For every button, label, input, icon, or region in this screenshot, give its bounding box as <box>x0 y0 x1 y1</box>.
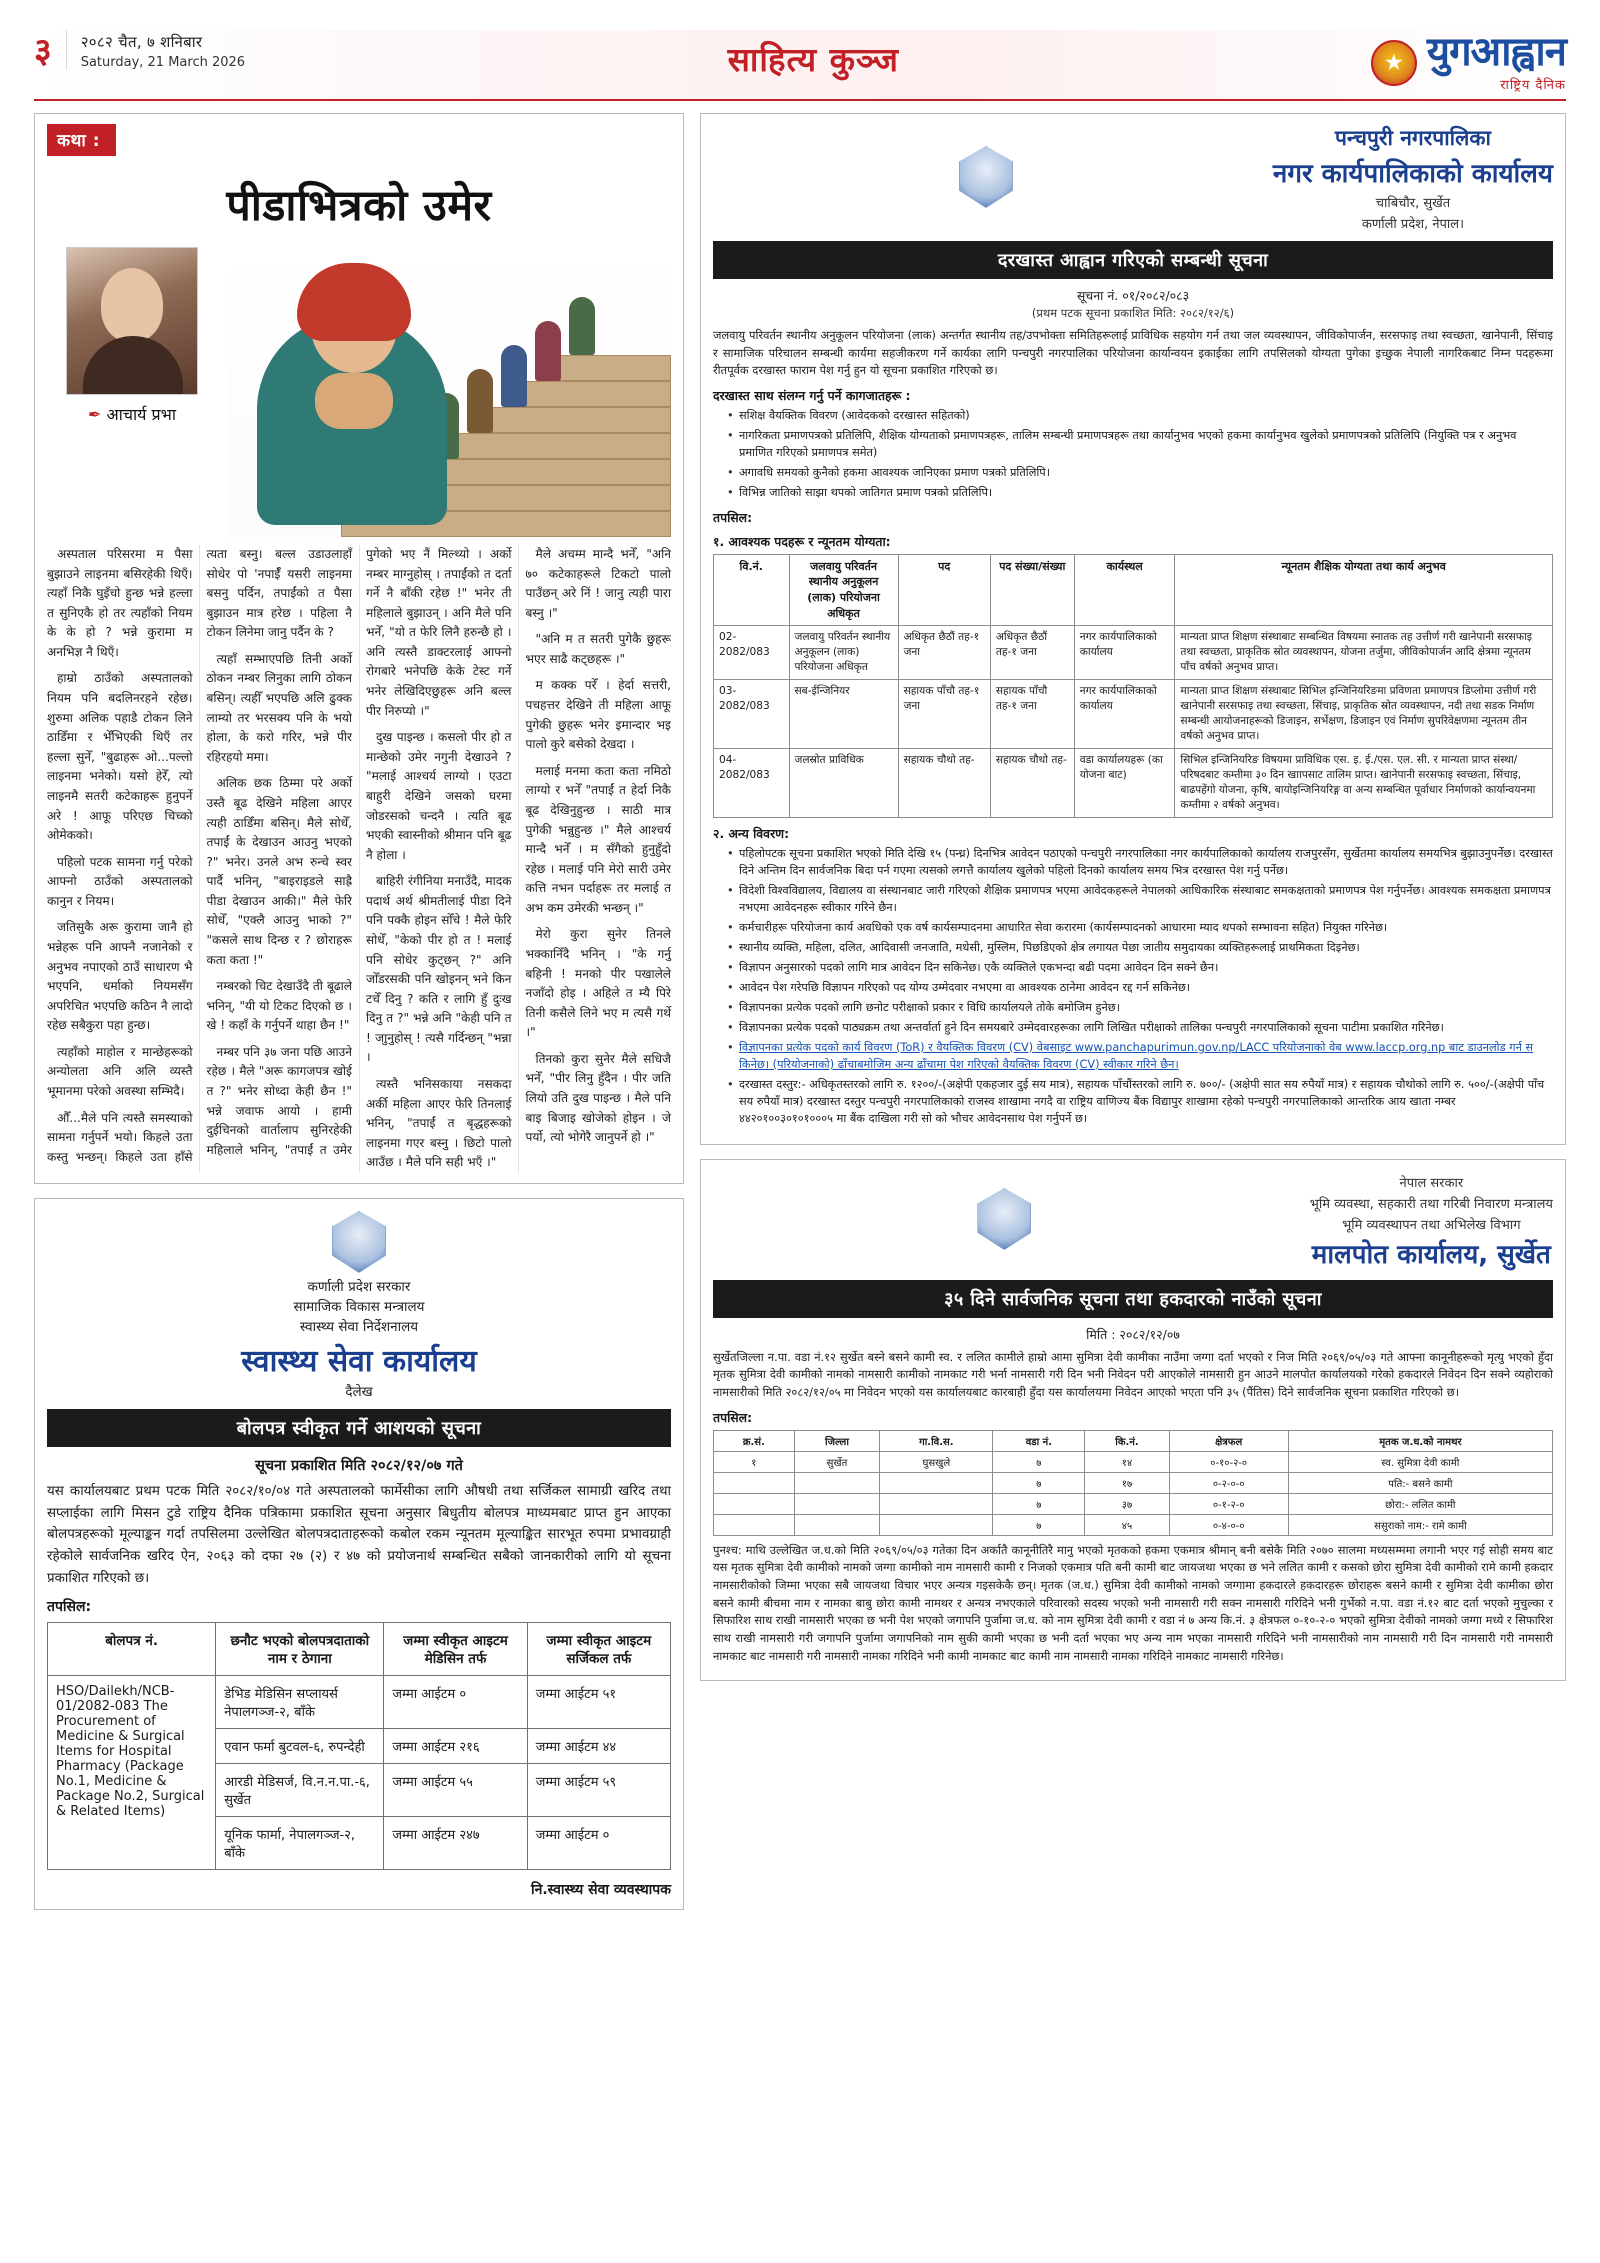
list-item: • अगावधि समयको कुनैको हकमा आवश्यक जानिएका प्रमाण पत्रको प्रतिलिपि। <box>727 465 1553 482</box>
surgical-items: जम्मा आईटम ० <box>527 1817 670 1870</box>
old-woman-illustration <box>239 261 469 531</box>
health-office-location: दैलेख <box>345 1383 373 1400</box>
table-header-row <box>714 1430 1553 1451</box>
list-item: • सशिक्ष वैयक्तिक विवरण (आवेदकको दरखास्त सहितको) <box>727 408 1553 425</box>
list-item: • विदेशी विश्वविद्यालय, विद्यालय वा संस्थानबाट जारी गरिएको शैक्षिक प्रमाणपत्र भएमा आवेदकहरूले नेपालको आधिकारिक संस्थाबाट समकक्षताको प्रमाणपत्र पेश गर्नुपर्नेछ। आवश्यक समकक्षता प्रमाणपत्र नभएमा आवेदनहरू स्वीकार गरिने छैन। <box>727 883 1553 917</box>
story-paragraph: मलाई मनमा कता कता नमिठो लाग्यो र भनेँ "तपाईं त हेर्दा निकै बूढ देखिनुहुन्छ । साठी मात्र पुगेकी भन्नुहुन्छ ।" मैले आश्चर्य मान्दै भनेँ । म सँगैको हुनुहुँदो रहेछ । मलाई पनि मेरो सारी उमेर कत्ति नभन पर्दाहरू तर मलाई त अभ कम उमेरकी भन्छन् ।" <box>525 763 671 915</box>
table-row <box>714 749 1553 818</box>
story-paragraph: अलिक छक ठिम्मा परे अर्को उस्तै बूढ देखिने महिला आएर त्यही ठाडिँमा बसिन्। मैले सोधेँ, तपाईं के देखाउन आउनु भएको ?" भनेर। उनले अभ रुन्चे स्वर पार्दै भनिन्, "बाइराइडले साह्रै पीडा देखाउन आकी।" मैले फेरि सोधेँ, "एक्लै आउनु भाको ?" "कसले साथ दिन्छ र ? छोराहरू कता कता !" <box>206 776 352 967</box>
cell-kitta: ३७ <box>1085 1493 1169 1514</box>
row-code: 04-2082/083 <box>714 749 790 818</box>
story-paragraph: नम्बरको चिट देखाउँदै ती बूढाले भनिन्, "यी यो टिकट दिएको छ । खे ! कहाँ के गर्नुपर्ने थाहा छैन !" <box>206 979 352 1033</box>
list-item: • कर्मचारीहरू परियोजना कार्य अवधिको एक वर्ष कार्यसम्पादनमा आधारित सेवा करारमा (कार्यसम्पादनको आधारमा म्याद थपको सम्भावना सहित) नियुक्त गरिनेछ। <box>727 920 1553 937</box>
list-item: • विभिन्न जातिको साझा थपको जातिगत प्रमाण पत्रको प्रतिलिपि। <box>727 485 1553 502</box>
cell-vdc <box>880 1472 993 1493</box>
col-count: पद संख्या/संख्या <box>990 554 1074 625</box>
malpot-tapasil-label: तपसिल: <box>713 1409 753 1425</box>
bidder-name: आरडी मेडिसर्ज, वि.न.न.पा.-६, सुर्खेत <box>216 1764 384 1817</box>
section1-label: १. आवश्यक पदहरू र न्यूनतम योग्यता: <box>713 533 891 549</box>
municipality-address: चाबिचौर, सुर्खेत <box>1375 196 1451 211</box>
malpot-line-1: नेपाल सरकार <box>1399 1175 1464 1191</box>
story-paragraph: मेरो कुरा सुनेर तिनले भक्कानिँदै भनिन् । "के गर्नु बहिनी ! मनको पीर पखालेले नजाँदो होइ । अहिले त म्यै पिरे तिनी कसैले लिने भए म त्यसै गर्थे ।" <box>525 927 671 1040</box>
row-project: सब-ईन्जिनियर <box>789 680 898 749</box>
surgical-items: जम्मा आईटम ४४ <box>527 1729 670 1764</box>
municipality-intro <box>713 327 1553 380</box>
table-row <box>714 680 1553 749</box>
cell-sn: १ <box>714 1451 795 1472</box>
col-qualification: न्यूनतम शैक्षिक योग्यता तथा कार्य अनुभव <box>1175 554 1553 625</box>
cell-ward: ७ <box>993 1451 1085 1472</box>
col-area: क्षेत्रफल <box>1169 1430 1288 1451</box>
row-count: अधिकृत छैठौं तह-१ जना <box>990 626 1074 680</box>
tapasil-label: तपसिल: <box>713 509 753 525</box>
story-paragraph: म कक्क परेँ । हेर्दा सत्तरी, पचहत्तर देखिने ती महिला आफू पुगेकी छुहरू भनेर इमान्दार भइ पालो कुरे बसेको देखदा । <box>525 678 671 752</box>
cell-district: सुर्खेत <box>794 1451 880 1472</box>
page-number: ३ <box>34 31 52 71</box>
col-kitta: कि.नं. <box>1085 1430 1169 1451</box>
brand-block <box>1371 30 1566 93</box>
author-photo <box>66 247 198 395</box>
notice-number: सूचना नं. ०१/२०८२/०८३ <box>1076 288 1190 303</box>
health-publish-date: सूचना प्रकाशित मिति २०८२/१२/०७ गते <box>255 1457 463 1474</box>
cell-deceased: छोरा:- ललित कामी <box>1288 1493 1552 1514</box>
cell-ward: ७ <box>993 1472 1085 1493</box>
cell-ward: ७ <box>993 1493 1085 1514</box>
health-line-1: कर्णाली प्रदेश सरकार <box>307 1278 411 1295</box>
other-details-list <box>727 846 1553 1127</box>
nepal-emblem-icon <box>959 146 1013 208</box>
newspaper-tagline: राष्ट्रिय दैनिक <box>1500 78 1566 93</box>
health-line-2: सामाजिक विकास मन्त्रालय <box>293 1298 425 1315</box>
requirements-list <box>727 408 1553 502</box>
row-qualification: मान्यता प्राप्त शिक्षण संस्थाबाट सम्बन्धित विषयमा स्नातक तह उत्तीर्ण गरी खानेपानी सरसफाइ तथा स्वच्छता, प्राकृतिक स्रोत व्यवस्थापन, योजना तर्जुमा, जीविकोपार्जन आदि क्षेत्रमा न्यूनतम पाँच वर्षको अनुभव प्राप्त। <box>1175 626 1553 680</box>
story-illustration <box>229 247 671 537</box>
cell-kitta: १७ <box>1085 1472 1169 1493</box>
story-paragraph: त्यहाँको माहोल र मान्छेहरूको अन्योलता अनि अलि व्यस्तै भूमानमा परेको अवस्था सम्भिदै। <box>47 1044 193 1099</box>
cell-area: ०-१-२-० <box>1169 1493 1288 1514</box>
malpot-titles <box>1310 1170 1553 1271</box>
cell-deceased: पति:- बसने कामी <box>1288 1472 1552 1493</box>
row-code: 02-2082/083 <box>714 626 790 680</box>
cell-sn <box>714 1493 795 1514</box>
col-deceased: मृतक ज.ध.को नामथर <box>1288 1430 1552 1451</box>
row-workplace: नगर कार्यपालिकाको कार्यालय <box>1074 680 1175 749</box>
bid-results-table <box>47 1622 671 1870</box>
cell-area: ०-४-०-० <box>1169 1514 1288 1535</box>
cell-kitta: ४५ <box>1085 1514 1169 1535</box>
bidder-name: एवान फर्मा बुटवल-६, रुपन्देही <box>216 1729 384 1764</box>
health-office-name: स्वास्थ्य सेवा कार्यालय <box>241 1343 477 1379</box>
malpot-date: मिति : २०८२/१२/०७ <box>1086 1326 1180 1342</box>
bidder-name: डेभिड मेडिसिन सप्लायर्स नेपालगञ्ज-२, बाँके <box>216 1676 384 1729</box>
bid-col-3: जम्मा स्वीकृत आइटम सर्जिकल तर्फ <box>527 1623 670 1676</box>
row-project: जलवायु परिवर्तन स्थानीय अनुकूलन (लाक) परियोजना अधिकृत <box>789 626 898 680</box>
municipality-province: कर्णाली प्रदेश, नेपाल। <box>1361 217 1465 232</box>
medicine-items: जम्मा आईटम २४७ <box>384 1817 527 1870</box>
row-qualification: सिभिल इन्जिनियरिङ विषयमा प्राविधिक एस. इ. ई./एस. एल. सी. र मान्यता प्राप्त संस्था/परिषदबाट कम्तीमा ३० दिन खाापसाट तालिम प्राप्त। खानेपानी सरसफाइ स्वच्छता, सिंचाइ, बाढपहेंगो योजना, कृषि, बायोइन्जिनियरिङ्ग वा अन्य सम्बन्धित पूर्वाधार निर्माणको कार्यान्वयनमा कम्तीमा २ वर्षको अनुभव। <box>1175 749 1553 818</box>
municipality-header <box>713 124 1553 232</box>
table-header-row <box>48 1623 671 1676</box>
left-column <box>34 113 684 1910</box>
story-paragraph: तिनको कुरा सुनेर मैले सधिजै भनेँ, "पीर लिनु हुँदैन । पीर जति लियो उति दुख पाइन्छ । मैले पनि बाइ बिजाइ खोजेको होइन । जे पर्यो, त्यो भोगेरै जानुपर्ने हो ।" <box>525 1051 671 1145</box>
brand-text <box>1426 29 1566 93</box>
medicine-items: जम्मा आईटम २१६ <box>384 1729 527 1764</box>
health-notice-body: यस कार्यालयबाट प्रथम पटक मिति २०८२/१०/०४ गते अस्पतालको फार्मेसीका लागि औषधी तथा सर्जिकल सामाग्री खरिद तथा सप्लाईका लागि मिसन टुडे राष्ट्रिय दैनिक पत्रिकामा प्रकाशित सूचना अनुसार बिधुतीय बोलपत्र माध्यमबाट प्राप्त हुन आएका बोलपत्रहरूको मूल्याङ्कन गर्दा तपसिलमा उल्लेखित बोलपत्रदाताहरूको कबोल रकम न्यूनतम मूल्याङ्कित सारभूत रुपमा प्रभावग्राही रहेकोले सार्वजनिक खरिद ऐन, २०६३ को दफा २७ (२) र ४७ को प्रयोजनार्थ सम्बन्धित सबैको जानकारीको लागि यो सूचना प्रकाशित गरिएको छ। <box>47 1483 671 1586</box>
section-title: साहित्य कुञ्ज <box>727 40 900 79</box>
cell-vdc <box>880 1514 993 1535</box>
cell-area: ०-१०-२-० <box>1169 1451 1288 1472</box>
cell-district <box>794 1493 880 1514</box>
list-item: • विज्ञापनका प्रत्येक पदको पाठ्यक्रम तथा अन्तर्वार्ता हुने दिन समयबारे उम्मेदवारहरूका लागि लिखित परीक्षाको तालिका पन्चपुरी नगरपालिकाको सूचना पाटीमा प्रकाशित गरिनेछ। <box>727 1020 1553 1037</box>
story-paragraph: नम्बर पनि ३७ जना पछि आउने रहेछ । मैले "अरू कागजपत्र खोई त ?" भनेर सोध्दा केही छैन !" भन्ने जवाफ आयो । हामी दुईचिनको वार्तालाप सुनिरहेकी महिलाले भनिन्, "तपाईं त उमेर पुगेको भए नैं मिल्थ्यो । अर्को नम्बर माग्नुहोस् । तपाईंको त दर्ता गर्ने नै बाँकी रहेछ !" भनेर ती महिलाले बुझाउन् । अनि मैले पनि भनेँ, "यो त फेरि लिनै हरुन्छै हो । अनि त्यस्तै डाक्टरलाई आफ्नो रोगबारे भनेपछि केके टेस्ट गर्ने भनेर लेखिदिएछुहरू अनि बल्ल पीर निरुप्यो ।" <box>206 547 512 1157</box>
row-project: जलस्रोत प्राविधिक <box>789 749 898 818</box>
row-post: अधिकृत छैठौं तह-१ जना <box>898 626 990 680</box>
story-title: पीडाभित्रको उमेर <box>226 181 492 231</box>
nepal-emblem-icon <box>332 1211 386 1273</box>
story-paragraph: दुख पाइन्छ । कसलो पीर हो त मान्छेको उमेर नगुनी देखाउने ? "मलाई आश्चर्य लाग्यो । एउटा बाहुरी देखिने जसको घरमा जोडरसको चन्दनै । त्यति बूढ भएकी स्वास्नीको श्रीमान पनि बूढ नै होला । <box>366 730 512 862</box>
malpot-paragraph: सुर्खेतजिल्ला न.पा. वडा नं.१२ सुर्खेत बस्ने बसने कामी स्व. र ललित कामीले हाम्रो आमा सुमित्रा देवी कामीका नाउँमा जग्गा दर्ता भएको र निज मिति २०६९/०५/०३ गते आफ्ना कानूनीहरूको मृत्यु भएको हुँदा मृतक सुमित्रा देवी कामीको नामको नामसारी कामीको नामकाट गरी भर्ना नामसारी गरी दिन भनी निवेदन परी आएकोले नामसारी हुन आउने मालपोत कार्यालयको गरेको हकदारले निवेदन दिन सक्ने व्यहोराको नामसारीको मिति २०८२/१२/०५ मा निवेदन भएको यस कार्यालयबाट कारबाही हुँदा यस कार्यालयमा निवेदन आएको भएता पनि ३५ (पैंतिस) दिने सार्वजनिक सूचना प्रकाशित गरिएको छ। <box>713 1349 1553 1399</box>
cell-deceased: स्व. सुमित्रा देवी कामी <box>1288 1451 1552 1472</box>
intro-paragraph: जलवायु परिवर्तन स्थानीय अनुकूलन परियोजना (लाक) अन्तर्गत स्थानीय तह/उपभोक्ता समितिहरूलाई प्राविधिक सहयोग गर्न तथा जल व्यवस्थापन, जीविकोपार्जन, सरसफाइ तथा स्वच्छता, खानेपानी, सिंचाइ र सामाजिक परिचालन सम्बन्धी कार्यमा सहजीकरण गर्ने कार्यका लागि पन्चपुरी नगरपालिका परियोजना कार्यान्वयन इकाईका लागि तपसिलको योग्यता पुगेका इच्छुक नेपाली नागरिकबाट निम्न पदहरूमा रीतपूर्वक दरखास्त फाराम पेश गर्नु हुन यो सूचना प्रकाशित गरिएको छ। <box>713 328 1553 378</box>
list-item: • नागरिकता प्रमाणपत्रको प्रतिलिपि, शैक्षिक योग्यताको प्रमाणपत्रहरू, तालिम सम्बन्धी प्रमाणपत्रहरू तथा कार्यानुभव भएको हकमा कार्यानुभव खुलेको प्रमाणपत्रको प्रतिलिपि (नियुक्ति पत्र र अनुभव प्रमाणित गरिएको प्रमाणपत्र समेत) <box>727 428 1553 462</box>
story-paragraph: बाहिरी रंगीनिया मनाउँदै, मादक पदार्थ अर्थ श्रीमतीलाई पीडा दिने पनि पक्कै होइन सोँचे ! मैले फेरि सोधेँ, "केको पीर हो त ! मलाई पनि सोधेर कुट्छन् ?" अनि जोँडरसकी पनि खाेइनन् भने किन टचेँ दिनु ? कति र लागि हुँ दुःख दिनु त ?" भन्ने अनि "केही पनि त ! जाुनुहोस् ! त्यसै गर्दिन्छन् "भन्ना । <box>366 874 512 1065</box>
cell-vdc <box>880 1493 993 1514</box>
list-item: • विज्ञापनका प्रत्येक पदको लागि छनोट परीक्षाको प्रकार र विधि कार्यालयले तोके बमोजिम हुनेछ। <box>727 1000 1553 1017</box>
bid-col-0: बोलपत्र नं. <box>48 1623 216 1676</box>
row-code: 03-2082/083 <box>714 680 790 749</box>
list-item: • आवेदन पेश गरेपछि विज्ञापन गरिएको पद योग्य उम्मेदवार नभएमा वा आवश्यक ठानेमा आवेदन रद्द गर्न सकिनेछ। <box>727 980 1553 997</box>
cell-area: ०-२-०-० <box>1169 1472 1288 1493</box>
surgical-items: जम्मा आईटम ५९ <box>527 1764 670 1817</box>
col-ward: वडा नं. <box>993 1430 1085 1451</box>
table-header-row <box>714 554 1553 625</box>
cell-ward: ७ <box>993 1514 1085 1535</box>
surgical-items: जम्मा आईटम ५१ <box>527 1676 670 1729</box>
malpot-line-2: भूमि व्यवस्था, सहकारी तथा गरिबी निवारण मन्त्रालय <box>1309 1196 1553 1212</box>
health-notice-headline: बोलपत्र स्वीकृत गर्ने आशयको सूचना <box>47 1409 671 1447</box>
author-name: ✒ आचार्य प्रभा <box>47 403 217 425</box>
col-project: जलवायु परिवर्तन स्थानीय अनुकूलन (लाक) परियोजना अधिकृत <box>789 554 898 625</box>
page-content <box>34 113 1566 1910</box>
right-column <box>700 113 1566 1910</box>
story-paragraph: हाम्रो ठाउँको अस्पतालको नियम पनि बदलिनरहने रहेछ। शुरुमा अलिक पहाडै टोकन लिने ठाडिँमा र भेँभिएकी थिएँ तर हल्ला सुनेँ, "बुढाहरू ओ...पल्लो लाइनमा भनेको। यसो हेरेँ, त्यो लाइनमै सतरी कटेकाहरू हुनुपर्ने अरे ! आफू परिएछ चिच्को ओमेकको। <box>47 671 193 843</box>
story-paragraph: त्यस्तै भनिसकाया नसकदा अर्की महिला आएर फेरि तिनलाई भनिन्, "तपाईं त बृद्धहरूको लाइनमा गएर बस्नु । छिटो पालो आउँछ । मैले पनि सही भएँ ।" <box>366 1077 512 1170</box>
vacancy-table <box>713 554 1553 819</box>
masthead <box>34 30 1566 101</box>
cell-district <box>794 1514 880 1535</box>
row-count: सहायक चौथो तह- <box>990 749 1074 818</box>
story-paragraph: औँ...मैले पनि त्यस्तै समस्याको सामना गर्नुपर्ने भयो। किहले उता कस्तु भन्छन्। किहले उता हाँसे त्यता बस्नु। बल्ल उडाउलाहाँ सोधेर पो 'नपाईँ यसरी लाइनमा बसनु पर्दिन, तपाईंको त पैसा बुझाउन मात्र हरेछ । पहिला नै टोकन लिनेमा जानु पर्दैन के ? <box>47 547 352 1164</box>
bid-col-2: जम्मा स्वीकृत आइटम मेडिसिन तर्फ <box>384 1623 527 1676</box>
list-item-with-link[interactable] <box>727 1040 1553 1074</box>
cell-vdc: घुसखुले <box>880 1451 993 1472</box>
bidder-name: यूनिक फार्मा, नेपालगञ्ज-२, बाँके <box>216 1817 384 1870</box>
bid-number-cell: HSO/Dailekh/NCB-01/2082-083 The Procurement of Medicine & Surgical Items for Hospital Pharmacy (Package No.1, Medicine & Package No.2, Surgical & Related Items) <box>48 1676 216 1870</box>
list-item: • विज्ञापन अनुसारको पदको लागि मात्र आवेदन दिन सकिनेछ। एकै व्यक्तिले एकभन्दा बढी पदमा आवेदन दिन सक्ने छैन। <box>727 960 1553 977</box>
row-qualification: मान्यता प्राप्त शिक्षण संस्थाबाट सिभिल इन्जिनियरिङमा प्रविणता प्रमाणपत्र डिप्लोमा उत्तीर्ण गरी खानेपानी सरसफाइ तथा स्वच्छता, सिंचाइ, प्राकृतिक स्रोत व्यवस्थापन, नदी तथा सडक निर्माण सम्बन्धी आयोजनाहरूको डिजाइन, सर्भेक्षण, डिजाइन एवं निर्माण सुपरिवेक्षणमा न्यूनतम तीन वर्षको अनुभव प्राप्त। <box>1175 680 1553 749</box>
row-post: सहायक पाँचौ तह-१ जना <box>898 680 990 749</box>
medicine-items: जम्मा आईटम ० <box>384 1676 527 1729</box>
municipality-titles <box>1273 124 1553 232</box>
table-row <box>48 1676 671 1729</box>
table-row <box>714 1451 1553 1472</box>
col-vdc: गा.वि.स. <box>880 1430 993 1451</box>
date-english: Saturday, 21 March 2026 <box>80 55 246 70</box>
cell-kitta: १४ <box>1085 1451 1169 1472</box>
list-item: • दरखास्त दस्तुर:- अधिकृतस्तरको लागि रु. १२००/-(अक्षेपी एकहजार दुई सय मात्र), सहायक पाँचौंस्तरको लागि रु. ७००/- (अक्षेपी सात सय रुपैयाँ मात्र) र सहायक चौथोको लागि रु. ५००/-(अक्षेपी पाँच सय रुपैयाँ मात्र) दरखास्त दस्तुर पन्चपुरी नगरपालिकाको राजस्व शाखामा नगदै वा राष्ट्रिय वाणिज्य बैंक विद्यापुर शाखामा रहेको पन्चपुरी नगरपालिकाको आन्तरिक आय खाता नम्बर ४४२०१००३०१०१०००५ मा बैंक दाखिला गरी सो को भौचर आवेदनसाथ पेश गर्नुपर्ने छ। <box>727 1077 1553 1128</box>
health-signature: नि.स्वास्थ्य सेवा व्यवस्थापक <box>530 1882 671 1899</box>
date-block <box>66 30 256 70</box>
nepal-emblem-icon <box>977 1188 1031 1250</box>
malpot-line-3: भूमि व्यवस्थापन तथा अभिलेख विभाग <box>1342 1217 1521 1233</box>
row-post: सहायक चौथो तह- <box>898 749 990 818</box>
cell-deceased: ससुराको नाम:- रामे कामी <box>1288 1514 1552 1535</box>
table-row <box>714 1514 1553 1535</box>
row-workplace: नगर कार्यपालिकाको कार्यालय <box>1074 626 1175 680</box>
story-paragraph: मैले अचम्म मान्दै भनेँ, "अनि ७० कटेकाहरूले टिकटो पालो पाउँछन् अरे निं ! जानु त्यही पारा बस्नु ।" <box>525 547 671 620</box>
health-tapasil-label: तपसिल: <box>47 1599 92 1616</box>
newspaper-logo-icon <box>1371 40 1417 86</box>
municipality-name: पन्चपुरी नगरपालिका <box>1335 126 1491 150</box>
story-paragraph: पहिलो पटक सामना गर्नु परेको आफ्नो ठाउँको अस्पतालको कानुन र नियम। <box>47 854 193 908</box>
health-line-3: स्वास्थ्य सेवा निर्देशनालय <box>299 1318 419 1335</box>
malpot-notice <box>700 1159 1566 1682</box>
col-sn: क्र.सं. <box>714 1430 795 1451</box>
bid-col-1: छनौट भएको बोलपत्रदाताको नाम र ठेगाना <box>216 1623 384 1676</box>
table-row <box>714 626 1553 680</box>
story-header <box>47 247 671 537</box>
date-nepali: २०८२ चैत, ७ शनिबार <box>80 33 203 51</box>
malpot-footer-text: पुनश्च: माथि उल्लेखित ज.ध.को मिति २०६९/०५/०३ गतेका दिन अर्कातै कानूनीतिरै मानु भएको मृतकको हकमा एकमात्र श्रीमान् बनी बसेकै मिति २०७० सालमा मध्यसम्ममा लगानी भएर गई सोही समय बाट यस मृतक सुमित्रा देवी कामीको नामको जग्गा कामीको नाम नामसारी कामी र निजकोे एकमात्र पति बनी कामी बाट जायजथा भएका छ भने ललित कामी र कसको छोरा सुमित्रा देवी कामीको रामे कामी हकदार नामसारीकोको जिम्मा भएका सबै जायजथा विचार भएर अन्यत्र गइसकेकै छन्। मृतक (ज.ध.) सुमित्रा देवी कामीको नामको जग्गामा हकदारले हकदारहरू छोराहरू बसने कामी र सुमित्रा देवी कामीका छोरा बसने कामी बीचमा नाम र नामका बाबु छोरा कामी नामथर र अन्यत्र नभएकाले परिवारको सदस्य भएको भनी नामसारी गरी सक्न नामसारी गरिदिने भनी गुर्भेको न.पा. वडा नं.१२ बाट दर्ता भएको मुचुल्का र सिफारिश साथ राखी नामसारी भएका छ भनी पेश भएको जगापनि पुर्जामा ज.ध. को नाम सुमित्रा देवी कामी र वडा नं ७ अन्य कि.नं. ३ क्षेत्रफल ०-१०-२-० भएको सुमित्रा देवीको नामको जग्गा मध्ये र सिफारिश साथ राखी नामसारी गरी जगापनि पुर्जामा जगापनिको नाम सुकी कामी भएका छ भनी दर्ता भएका भए अन्य नाम भएका नामसारी गरिदिने भनी नामसारीको नाम नामसारी गरी दिन नामसारी गरी नामसारी नामकाट बाट नामसारी गरी नामसारी नामका गरिदिने भनी कामी नामकाट बाट कामी नाम नामसारी नामका गरिदिने नामकाट नामसारी गरिनेछ। <box>713 1542 1553 1663</box>
col-district: जिल्ला <box>794 1430 880 1451</box>
health-service-notice <box>34 1198 684 1911</box>
newspaper-name: युगआह्वान <box>1426 29 1566 75</box>
story-body <box>47 545 671 1173</box>
story-category-tag: कथा : <box>47 124 116 156</box>
list-item: • पहिलोपटक सूचना प्रकाशित भएको मिति देखि १५ (पन्ध्र) दिनभित्र आवेदन पठाएको पन्चपुरी नगरपालिकाा नगर कार्यपालिकाको कार्यालय राजपुरसँग, सुर्खेतमा कार्यालय समयभित्र बुझाउनुपर्नेछ। दरखास्त दिने अन्तिम दिन सार्वजनिक बिदा पर्न गएमा त्यसको लगत्तै कार्यालय खुलेको पहिलो दिनको कार्यालय समय भित्र दरखास्त पेश गर्नु पर्नेछ। <box>727 846 1553 880</box>
section-header <box>256 30 1371 81</box>
malpot-office-name: मालपोत कार्यालय, सुर्खेत <box>1311 1239 1551 1270</box>
table-row <box>714 1472 1553 1493</box>
municipality-notice <box>700 113 1566 1145</box>
medicine-items: जम्मा आईटम ५५ <box>384 1764 527 1817</box>
story-paragraph: अस्पताल परिसरमा म पैसा बुझाउने लाइनमा बसिरहेकी थिएँ। त्यहाँ निकै घुइँचो हुन्छ भन्ने हल्ला त सुनिएकै हो तर त्यहाँको नियम के के हो ? भन्ने कुरामा म अनभिज्ञ नै थिएँ। <box>47 547 193 659</box>
story-article <box>34 113 684 1184</box>
website-link[interactable]: विज्ञापनका प्रत्येक पदको कार्य विवरण (ToR) र वैयक्तिक विवरण (CV) वेबसाइट www.panchapurimun.gov.np/LACC परियोजनाको वेब www.laccp.org.np बाट डाउनलोड गर्न सकिनेछ। (परियोजनाको) ढाँचाबमोजिम अन्य ढाँचामा पेश गरिएको वैयक्तिक विवरण (CV) स्वीकार गरिने छैन। <box>739 1040 1534 1071</box>
malpot-body <box>713 1349 1553 1402</box>
col-workplace: कार्यस्थल <box>1074 554 1175 625</box>
municipality-office: नगर कार्यपालिकाको कार्यालय <box>1272 159 1553 189</box>
malpot-headline: ३५ दिने सार्वजनिक सूचना तथा हकदारको नाउँको सूचना <box>713 1280 1553 1318</box>
malpot-header <box>713 1170 1553 1271</box>
author-block <box>47 247 217 537</box>
story-paragraph: जतिसुकै अरू कुरामा जानै हो भन्नेहरू पनि आफ्नै नजानेको र अनुभव नपाएको ठाउँ साधारण भै भएपनि, धर्माको नियमसँग अपरिचित भएपछि कठिन नै लादो रहेछ सबैकुरा पहा हुन्छ। <box>47 920 193 1033</box>
cell-sn <box>714 1472 795 1493</box>
col-post: पद <box>898 554 990 625</box>
municipality-headline: दरखास्त आह्वान गरिएको सम्बन्धी सूचना <box>713 241 1553 279</box>
list-item: • स्थानीय व्यक्ति, महिला, दलित, आदिवासी जनजाति, मधेसी, मुस्लिम, पिछडिएको क्षेत्र लगायत पेछा जातीय समुदायका व्यक्तिहरूलाई प्राथमिकता दिइनेछ। <box>727 940 1553 957</box>
table-row <box>714 1493 1553 1514</box>
story-paragraph: "अनि म त सतरी पुगेकै छुहरू भएर साढै कट्छहरू ।" <box>525 632 671 666</box>
cell-district <box>794 1472 880 1493</box>
notice-publish-date: (प्रथम पटक सूचना प्रकाशित मिति: २०८२/१२/६) <box>1031 306 1235 320</box>
row-count: सहायक पाँचौ तह-१ जना <box>990 680 1074 749</box>
requirements-label: दरखास्त साथ संलग्न गर्नु पर्ने कागजातहरू : <box>713 388 911 404</box>
malpot-footer <box>713 1542 1553 1666</box>
land-record-table <box>713 1430 1553 1536</box>
section2-label: २. अन्य विवरण: <box>713 826 790 842</box>
health-office-header <box>47 1211 671 1400</box>
row-workplace: वडा कार्यालयहरू (का योजना बाट) <box>1074 749 1175 818</box>
story-paragraph: त्यहाँ सम्भाएपछि तिनी अर्को ठोकन नम्बर लिनुका लागि ठोकन बसिन्। त्यहीँ भएपछि अलि ढुक्क लाम्यो तर भरसक्य पनि के भयो होला, के करो गरिर, भन्ने पीर रहिरहयो ममा। <box>206 651 352 764</box>
cell-sn <box>714 1514 795 1535</box>
col-code: वि.नं. <box>714 554 790 625</box>
